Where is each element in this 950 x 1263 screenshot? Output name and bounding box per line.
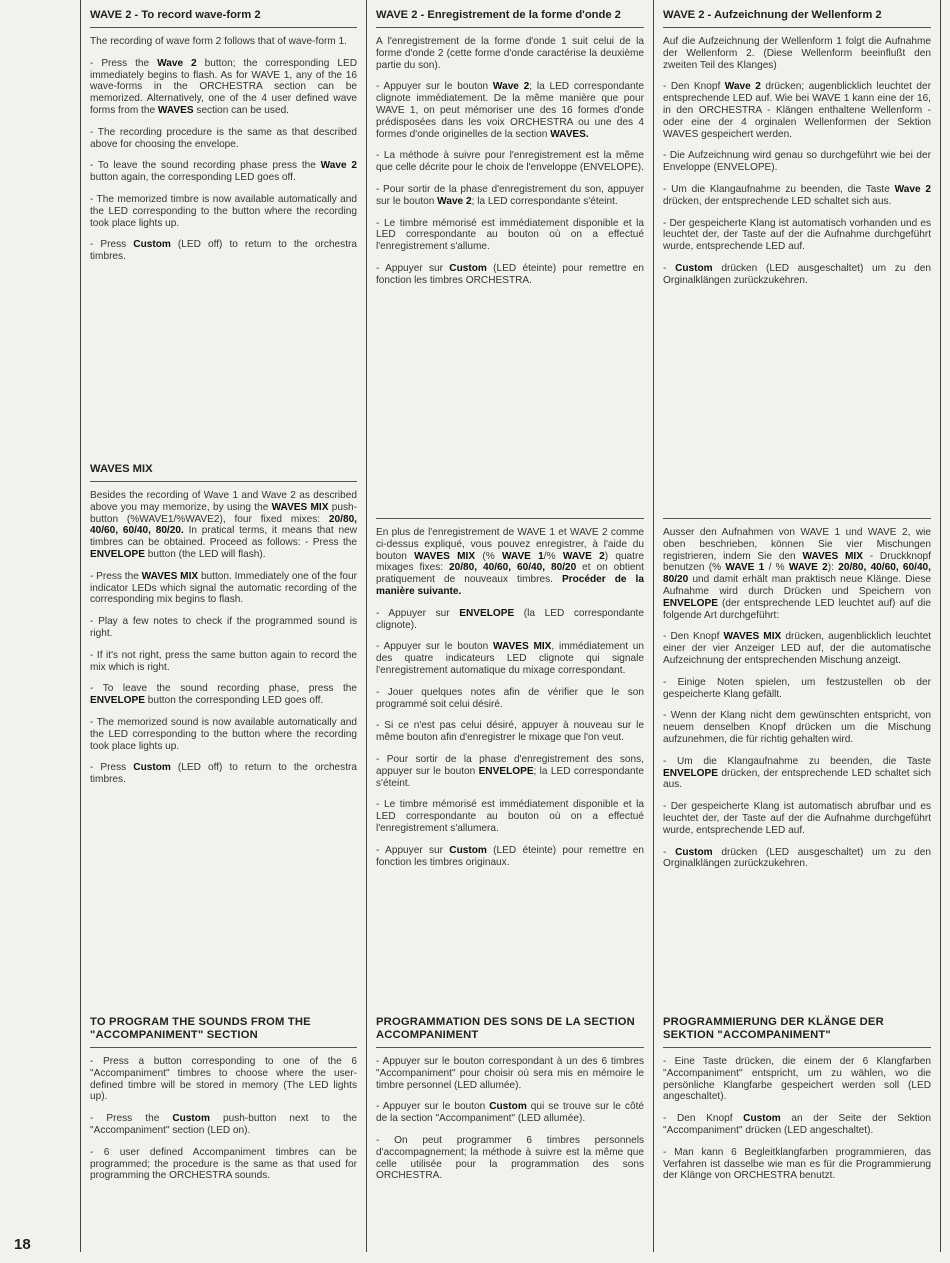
text-run: - Press the — [90, 570, 142, 582]
bold-text: Custom — [743, 1113, 781, 1125]
text-run: - Press — [90, 762, 134, 774]
section-heading: PROGRAMMATION DES SONS DE LA SECTION ACCOMPANIMENT — [376, 1016, 644, 1048]
text-run: (la LED correspondante clignote). — [376, 607, 644, 631]
paragraph — [376, 687, 644, 711]
bold-text: Wave 2 — [492, 81, 530, 93]
text-run: button again, the corresponding LED goes off. — [90, 172, 296, 184]
bold-text: 20/80, 40/60, 60/40, 80/20 — [663, 562, 931, 586]
paragraph — [376, 1101, 644, 1125]
bold-text: Custom — [449, 262, 487, 274]
text-run: - Der gespeicherte Klang ist automatisch abrufbar und es leuchtet der, der Taste auf der die Aufnahme durchgeführt wurde, entsprechende LED auf. — [663, 801, 931, 836]
paragraph — [376, 1056, 644, 1091]
section-heading — [663, 500, 931, 519]
text-run: /% — [543, 550, 563, 562]
section-accompaniment — [376, 1016, 644, 1192]
paragraph — [90, 1147, 357, 1182]
column-english — [80, 0, 367, 1252]
paragraph — [663, 801, 931, 836]
text-run: - To leave the sound recording phase press the — [90, 160, 321, 172]
paragraph — [90, 571, 357, 606]
column-german — [654, 0, 941, 1252]
page-number: 18 — [14, 1236, 31, 1253]
text-run: - 6 user defined Accompaniment timbres can be programmed; the procedure is the same as that used for programming the ORCHESTRA sounds. — [90, 1146, 357, 1182]
text-run: - On peut programmer 6 timbres personnels d'accompagnement; la méthode à suivre est la même que celle utilisée pour la programmation des sons ORCHESTRA. — [376, 1134, 644, 1182]
text-run: - Play a few notes to check if the programmed sound is right. — [90, 616, 357, 639]
paragraph — [376, 720, 644, 744]
text-run: (LED éteinte) pour remettre en fonction les timbres originaux. — [376, 844, 644, 868]
text-run: button (the LED will flash). — [144, 548, 266, 560]
paragraph — [376, 218, 644, 253]
paragraph — [376, 845, 644, 869]
text-run: - Press the — [90, 57, 158, 69]
paragraph — [90, 490, 357, 561]
section-wave2 — [663, 9, 931, 297]
bold-text: ENVELOPE — [90, 548, 145, 560]
text-run: - Si ce n'est pas celui désiré, appuyer à nouveau sur le même bouton afin d'enregistrer le mixage que l'on veut. — [376, 720, 644, 744]
paragraph — [90, 36, 357, 48]
bold-text: WAVE 2 — [562, 550, 605, 562]
paragraph — [90, 616, 357, 640]
text-run: - Pour sortir de la phase d'enregistrement du son, appuyer sur le bouton — [376, 183, 644, 207]
bold-text: Wave 2 — [894, 183, 931, 195]
text-run: drücken (LED ausgeschaltet) um zu den Orginalklängen zurückzukehren. — [663, 262, 931, 286]
bold-text: WAVES MIX — [802, 550, 863, 562]
text-run: - Appuyer sur le bouton — [376, 81, 493, 93]
text-run: - Den Knopf — [663, 631, 724, 643]
text-run: - Der gespeicherte Klang ist automatisch vorhanden und es leuchtet der, der Taste auf der die Aufnahme durchgeführt wurde, entsprechende LED auf. — [663, 217, 931, 253]
text-run: - Appuyer sur — [376, 844, 450, 856]
text-run: - Einige Noten spielen, um festzustellen ob der gespeicherte Klang gefällt. — [663, 676, 931, 700]
bold-text: Custom — [675, 846, 713, 858]
text-run: A l'enregistrement de la forme d'onde 1 suit celui de la forme d'onde 2 (cette forme d'onde caractérise la deuxième partie du son). — [376, 36, 644, 71]
paragraph — [663, 527, 931, 621]
paragraph — [90, 127, 357, 151]
paragraph — [663, 81, 931, 140]
text-run: ; la LED correspondante clignote immédiatement. De la même manière que pour WAVE 1, on peut mémoriser une des 16 formes d'onde prédisposées dans les voix ORCHESTRA ou une des 4 formes d'onde originelles de la section — [376, 81, 644, 140]
paragraph — [663, 677, 931, 701]
text-run: button. Immediately one of the four indicator LEDs which signal the automatic recording of the corresponding mix begins to flash. — [90, 570, 357, 606]
section-heading: WAVE 2 - To record wave-form 2 — [90, 9, 357, 28]
text-run: - Pour sortir de la phase d'enregistrement des sons, appuyer sur le bouton — [376, 753, 644, 777]
bold-text: WAVE 2 — [788, 562, 828, 574]
paragraph — [663, 184, 931, 208]
bold-text: ENVELOPE — [478, 765, 534, 777]
bold-text: WAVES MIX — [271, 501, 329, 513]
text-run: drücken, der entsprechende LED schaltet sich aus. — [663, 195, 892, 207]
text-run: push-button next to the "Accompaniment" section (LED on). — [90, 1113, 357, 1136]
paragraph — [376, 799, 644, 834]
section-wave2 — [90, 9, 357, 273]
bold-text: ENVELOPE — [663, 767, 718, 779]
paragraph — [90, 160, 357, 184]
text-run: - Druckknopf benutzen (% — [663, 550, 931, 574]
bold-text: ENVELOPE — [90, 695, 145, 707]
paragraph — [90, 650, 357, 674]
text-run: drücken, der entsprechende LED schaltet sich aus. — [663, 767, 931, 791]
bold-text: Custom — [133, 762, 171, 774]
text-run: und damit erhält man praktisch neue Klänge. Diese Aufnahme wird durch Drücken und Speichern von — [663, 574, 931, 597]
text-run: - Press — [90, 239, 134, 251]
text-run: - Den Knopf — [663, 81, 725, 93]
bold-text: WAVE 1 — [501, 550, 544, 562]
bold-text: WAVE 1 — [725, 562, 765, 574]
text-run: - La méthode à suivre pour l'enregistrement est la même que celle décrite pour le choix de l'enveloppe (ENVELOPE). — [376, 150, 644, 174]
paragraph — [90, 239, 357, 263]
bold-text: WAVES — [157, 104, 194, 116]
bold-text: 20/80, 40/60, 60/40, 80/20. — [90, 513, 357, 537]
text-run: - Le timbre mémorisé est immédiatement disponible et la LED correspondante au bouton où on a effectué l'enregistrement s'allume. — [376, 217, 644, 253]
text-run: ; la LED correspondante s'éteint. — [471, 195, 618, 207]
paragraph — [376, 81, 644, 140]
section-waves-mix — [663, 500, 931, 880]
text-run: Auf die Aufzeichnung der Wellenform 1 folgt die Aufnahme der Wellenform 2. (Diese Wellenform beeinflußt den zweiten Teil des Klanges) — [663, 36, 931, 71]
text-run: - To leave the sound recording phase, press the — [90, 683, 357, 695]
paragraph — [90, 194, 357, 229]
column-french — [367, 0, 654, 1252]
bold-text: Custom — [675, 262, 713, 274]
bold-text: WAVES MIX — [141, 570, 199, 582]
bold-text: Custom — [449, 844, 487, 856]
text-run: - Man kann 6 Begleitklangfarben programmieren, das Verfahren ist dasselbe wie man es für die Programmierung der Klänge von ORCHESTRA benutzt. — [663, 1146, 931, 1182]
text-run: (LED éteinte) pour remettre en fonction les timbres ORCHESTRA. — [376, 262, 644, 286]
text-run: qui se trouve sur le côté de la section "Accompaniment" (LED allumée). — [376, 1101, 645, 1125]
text-run: (% — [475, 550, 502, 562]
text-run: (LED off) to return to the orchestra timbres. — [90, 762, 358, 786]
text-run: - Wenn der Klang nicht dem gewünschten entspricht, von neuem denselben Knopf drücken um die Mischung aufzunehmen, die für richtig gehalten wird. — [663, 710, 931, 745]
bold-text: Custom — [172, 1113, 210, 1125]
text-run: The recording of wave form 2 follows that of wave-form 1. — [90, 36, 347, 47]
paragraph — [663, 631, 931, 666]
section-waves-mix — [376, 500, 644, 878]
paragraph — [376, 1135, 644, 1182]
section-heading — [376, 500, 644, 519]
paragraph — [663, 756, 931, 791]
paragraph — [376, 263, 644, 287]
bold-text: WAVES MIX — [723, 631, 782, 643]
text-run: - Appuyer sur le bouton — [376, 641, 493, 653]
bold-text: WAVES MIX — [414, 550, 476, 562]
text-run: - — [663, 262, 676, 274]
section-accompaniment — [663, 1016, 931, 1192]
bold-text: WAVES. — [550, 128, 589, 140]
text-run: - Um die Klangaufnahme zu beenden, die Taste — [663, 755, 931, 767]
text-run: button the corresponding LED goes off. — [144, 695, 324, 707]
paragraph — [376, 36, 644, 71]
bold-text: Wave 2 — [724, 81, 761, 93]
text-run: ): — [827, 562, 839, 574]
bold-text: 20/80, 40/60, 60/40, 80/20 — [449, 562, 577, 574]
paragraph — [663, 150, 931, 174]
text-run: - Appuyer sur le bouton correspondant à un des 6 timbres "Accompaniment" pour choisir où sera mis en mémoire le timbre personnel (LED allumée). — [376, 1056, 644, 1091]
text-run: Besides the recording of Wave 1 and Wave 2 as described above you may memorize, by using the — [90, 490, 357, 513]
section-heading: WAVE 2 - Aufzeichnung der Wellenform 2 — [663, 9, 931, 28]
section-waves-mix — [90, 463, 357, 796]
text-run: push-button (%WAVE1/%WAVE2), four fixed mixes: — [90, 501, 357, 525]
text-run: Ausser den Aufnahmen von WAVE 1 und WAVE 2, wie oben beschrieben, können Sie vier Mischungen registrieren, indem Sie den — [663, 527, 931, 562]
section-heading: WAVE 2 - Enregistrement de la forme d'onde 2 — [376, 9, 644, 28]
bold-text: Wave 2 — [437, 195, 472, 207]
bold-text: Wave 2 — [320, 160, 357, 172]
text-run: - The memorized timbre is now available automatically and the LED corresponding to the button where the recording took place lights up. — [90, 193, 357, 229]
text-run: / % — [764, 562, 789, 574]
text-run: drücken, augenblicklich leuchtet einer der vier Anzeiger LED auf, der die automatische Aufzeichnung der entsprechenden Mischung anzeigt. — [663, 631, 931, 666]
paragraph — [90, 58, 357, 117]
text-run: En plus de l'enregistrement de WAVE 1 et WAVE 2 comme ci-dessus expliqué, vous pouvez enregistrer, à l'aide du bouton — [376, 527, 644, 562]
bold-text: Wave 2 — [157, 57, 197, 69]
bold-text: Custom — [133, 239, 171, 251]
text-run: , immédiatement un des quatre indicateurs LED clignote qui signale l'enregistrement automatique du mixage correspondant. — [376, 641, 644, 676]
paragraph — [663, 1113, 931, 1137]
text-run: - Le timbre mémorisé est immédiatement disponible et la LED correspondante au bouton où on a effectué l'enregistrement s'allumera. — [376, 799, 644, 834]
section-heading: WAVES MIX — [90, 463, 357, 482]
text-run: (LED off) to return to the orchestra timbres. — [90, 239, 358, 263]
bold-text: WAVES MIX — [493, 641, 552, 653]
text-run: ; la LED correspondante s'éteint. — [376, 765, 644, 789]
section-wave2 — [376, 9, 644, 297]
text-run: section can be used. — [193, 104, 289, 116]
text-run: drücken; augenblicklich leuchtet der entsprechende LED auf. Wie bei WAVE 1 kann eine der 16, in den ORCHESTRA - Klängen enthaltene Wellenform - oder eine der 4 orginalen Wellenformen der Sektion WAVES gespeichert werden. — [663, 81, 931, 140]
paragraph — [90, 762, 357, 786]
text-run: - Den Knopf — [663, 1113, 744, 1125]
text-run: - Um die Klangaufnahme zu beenden, die Taste — [663, 183, 895, 195]
paragraph — [663, 847, 931, 871]
bold-text: ENVELOPE — [459, 607, 515, 619]
text-run: an der Seite der Sektion "Accompaniment" drücken (LED angeschaltet). — [663, 1113, 932, 1136]
bold-text: Custom — [489, 1101, 527, 1113]
paragraph — [376, 150, 644, 174]
text-run: - If it's not right, press the same button again to record the mix which is right. — [90, 649, 357, 673]
text-run: (der entsprechende LED leuchtet auf) auf die folgende Art durchgeführt: — [663, 597, 931, 621]
paragraph — [663, 710, 931, 745]
paragraph — [663, 1056, 931, 1103]
paragraph — [376, 641, 644, 676]
text-run: - Press the — [90, 1113, 173, 1125]
bold-text: ENVELOPE — [663, 597, 718, 609]
text-run: drücken (LED ausgeschaltet) um zu den Orginalklängen zurückzukehren. — [663, 846, 931, 870]
text-run: - Appuyer sur — [376, 607, 460, 619]
text-run: - Jouer quelques notes afin de vérifier que le son programmé soit celui désiré. — [376, 686, 644, 710]
text-run: - Appuyer sur — [376, 262, 450, 274]
text-run: - Die Aufzeichnung wird genau so durchgeführt wie bei der Enveloppe (ENVELOPE). — [663, 150, 931, 174]
paragraph — [663, 218, 931, 253]
text-run: button; the corresponding LED immediately begins to flash. As for WAVE 1, any of the 16 wave-forms in the ORCHESTRA section can be memorized. Alternatively, one of the 4 user defined wave forms from the — [90, 57, 357, 116]
paragraph — [376, 608, 644, 632]
paragraph — [663, 263, 931, 287]
section-heading: TO PROGRAM THE SOUNDS FROM THE "ACCOMPANIMENT" SECTION — [90, 1016, 357, 1048]
paragraph — [90, 683, 357, 707]
text-run: et on obtient pratiquement de nouveaux timbres. — [376, 562, 644, 586]
paragraph — [376, 527, 644, 598]
text-run: - — [663, 846, 676, 858]
text-run: In pratical terms, it means that new timbres can be obtained. Proceed as follows: - Press the — [90, 525, 357, 549]
paragraph — [376, 184, 644, 208]
text-run: - Press a button corresponding to one of the 6 "Accompaniment" timbres to choose where the user-defined timbre will be stored in memory (The LED lights up). — [90, 1056, 357, 1103]
text-run: ) quatre mixages fixes: — [376, 550, 644, 574]
text-run: - The memorized sound is now available automatically and the LED corresponding to the button where the recording took place lights up. — [90, 716, 357, 752]
paragraph — [663, 36, 931, 71]
paragraph — [90, 717, 357, 752]
paragraph — [376, 754, 644, 789]
text-run: - Eine Taste drücken, die einem der 6 Klangfarben "Accompaniment" entspricht, um zu wählen, wo die persönliche Klangfarbe gespeichert werden soll (LED angeschaltet). — [663, 1056, 931, 1103]
section-accompaniment — [90, 1016, 357, 1192]
bold-text: Procéder de la manière suivante. — [376, 574, 644, 597]
paragraph — [90, 1056, 357, 1103]
text-run: - The recording procedure is the same as that described above for choosing the envelope. — [90, 126, 357, 150]
text-run: - Appuyer sur le bouton — [376, 1101, 490, 1113]
section-heading: PROGRAMMIERUNG DER KLÄNGE DER SEKTION "ACCOMPANIMENT" — [663, 1016, 931, 1048]
paragraph — [90, 1113, 357, 1137]
paragraph — [663, 1147, 931, 1182]
